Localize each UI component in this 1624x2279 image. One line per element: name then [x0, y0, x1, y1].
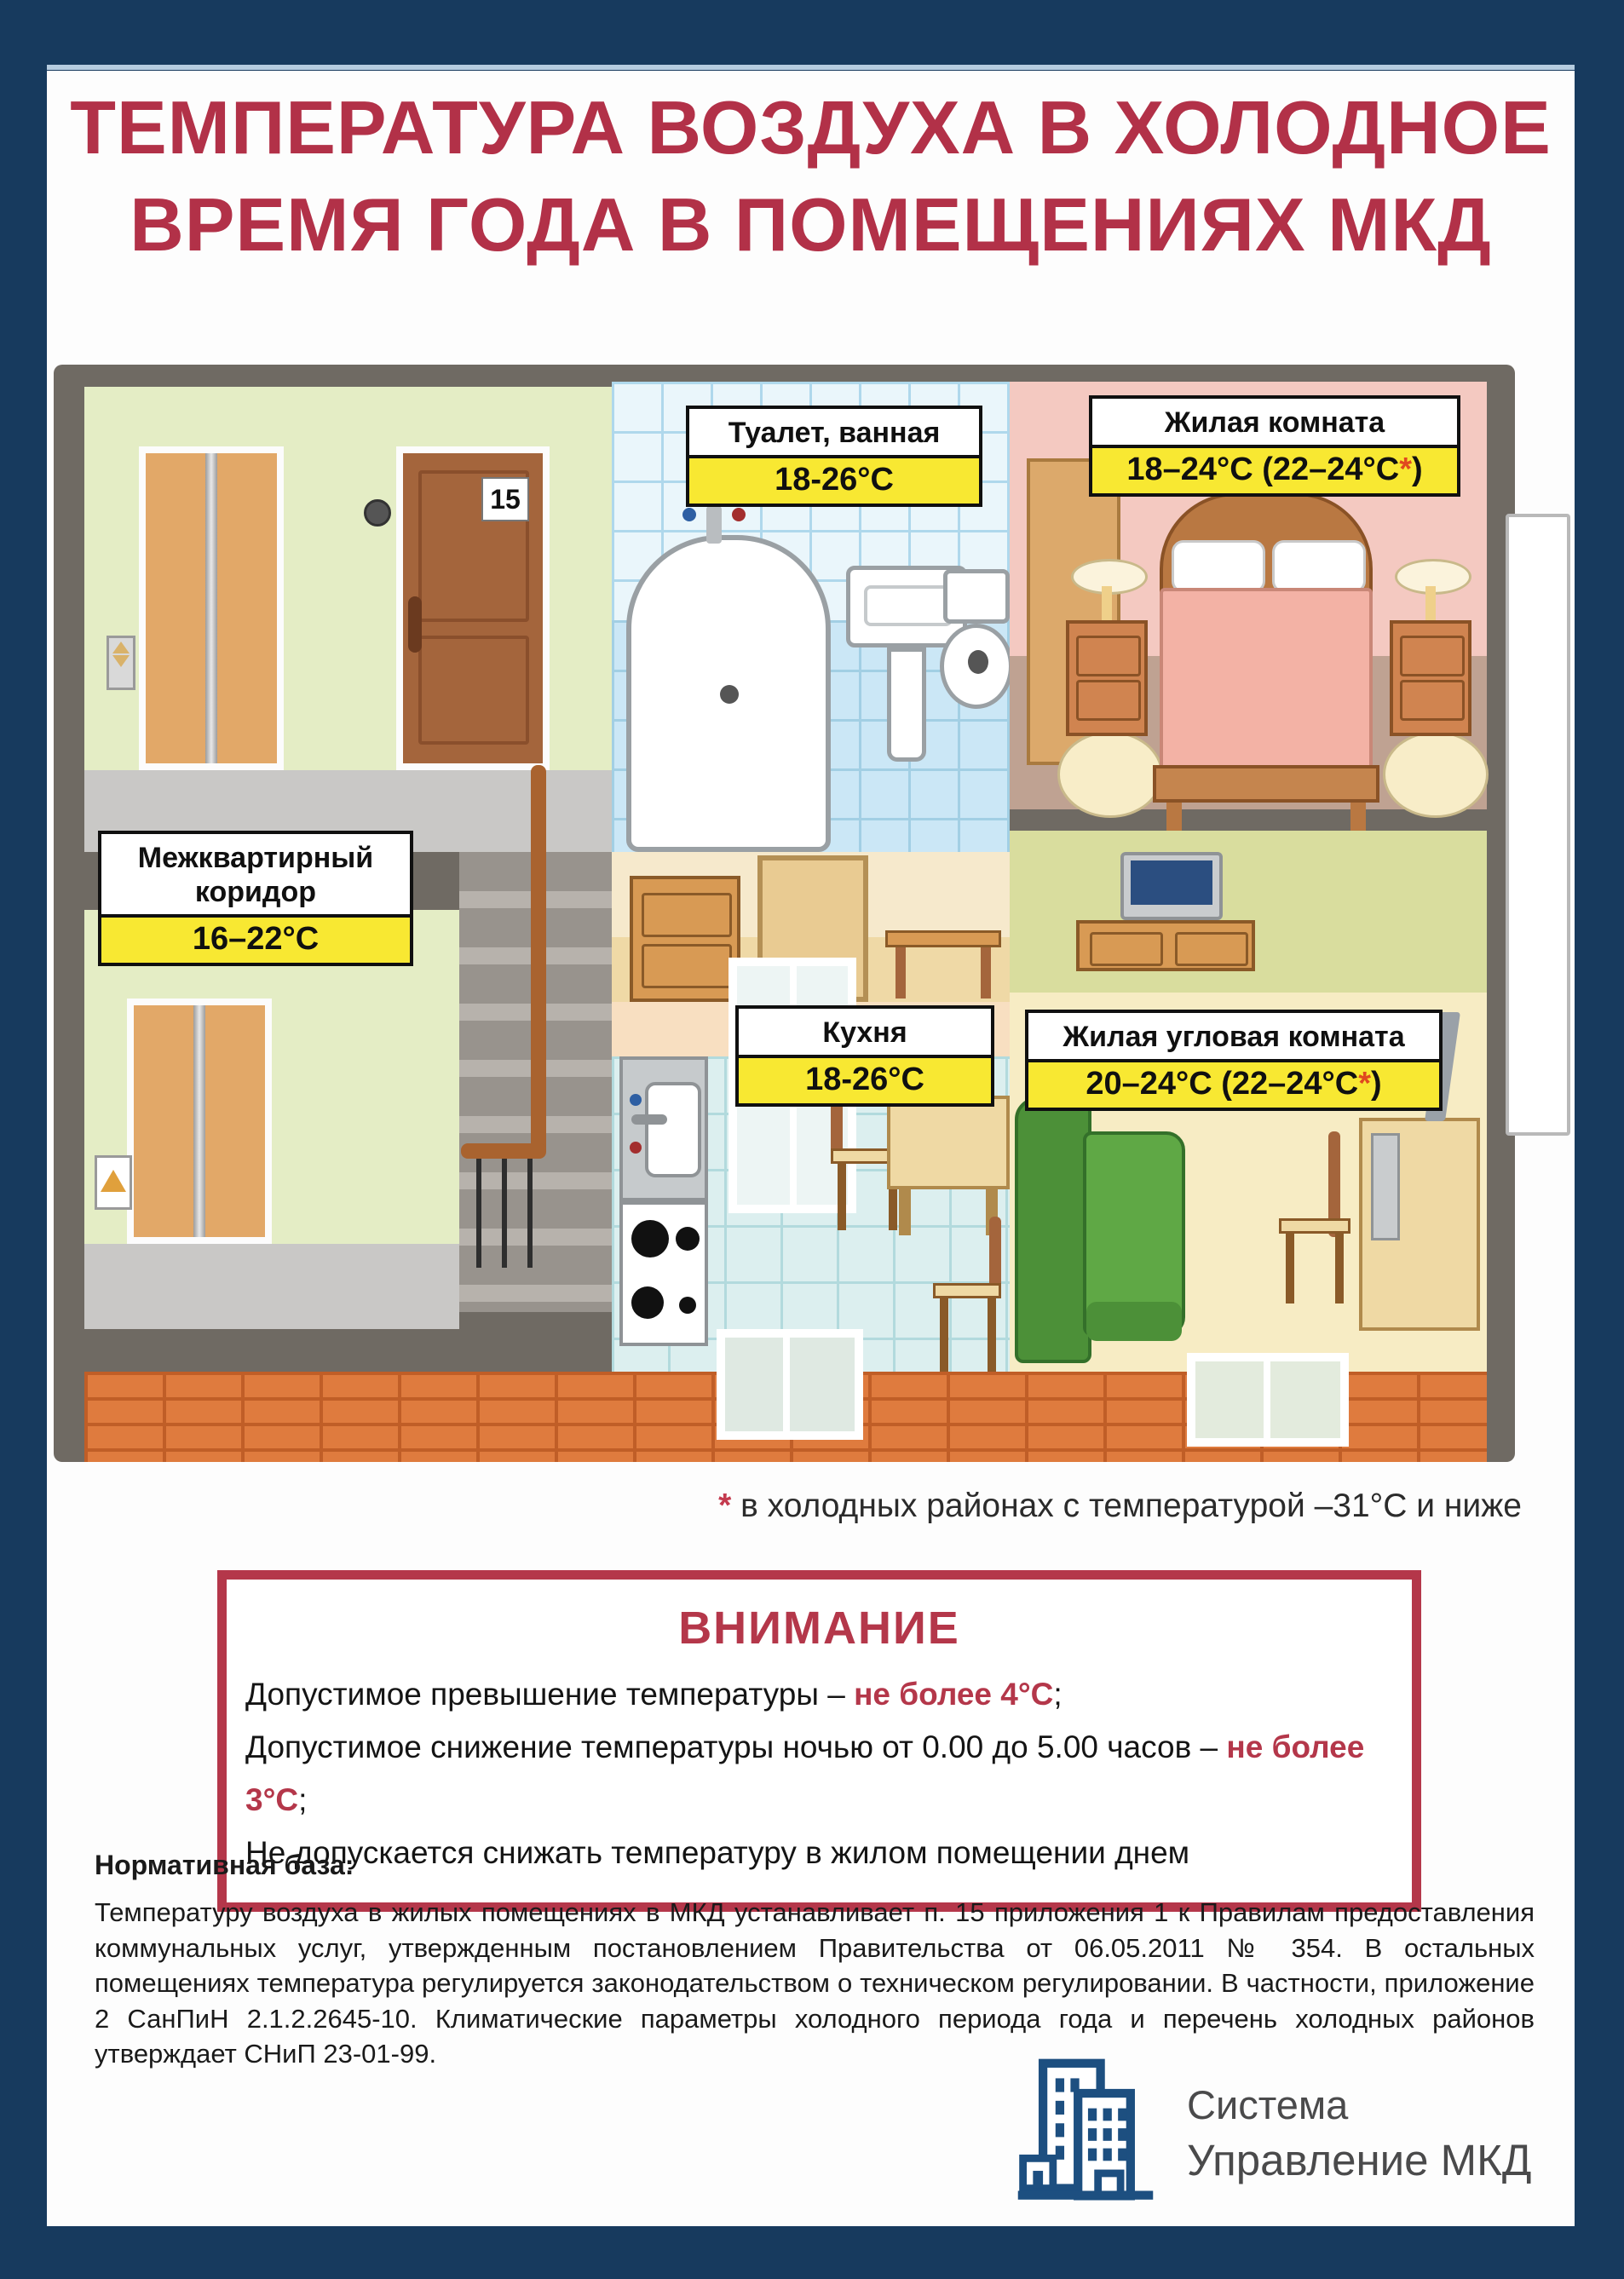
window-mullion — [1264, 1361, 1270, 1438]
kitchen-chair-leg — [838, 1164, 846, 1230]
normative-body: Температуру воздуха в жилых помещениях в МКД устанавливает п. 15 приложения 1 к Правилам предоставления коммунальных услуг, утвержденным постановлением Правительства от 06.05.2011 № 354. В остальных помещениях температура регулируется законодательством о техническом регулировании. В частности, приложение 2 СанПиН 2.1.2.2645-10. Климатические параметры холодного периода года и перечень холодных районов утверждает СНиП 23-01-99. — [95, 1897, 1535, 2069]
bath-tap-cold — [682, 508, 696, 521]
lamp-stem — [1102, 586, 1112, 620]
bath-tap-hot — [732, 508, 746, 521]
bench-leg — [981, 947, 991, 999]
drawer — [1400, 680, 1465, 721]
elevator-door-gap — [205, 453, 217, 763]
warning-line — [245, 1668, 1390, 1721]
room-label-bathroom — [686, 406, 982, 507]
facade-window — [1506, 514, 1570, 1136]
bedroom-rug — [1383, 731, 1489, 818]
footnote-text: в холодных районах с температурой –31°С и ниже — [731, 1488, 1522, 1524]
kitchen-chair2-seat — [933, 1283, 1001, 1298]
kitchen-tap-cold — [630, 1094, 642, 1106]
drawer — [1076, 636, 1141, 676]
bedroom-rug — [1057, 731, 1163, 818]
elevator-lower — [127, 999, 272, 1244]
stair-baluster-1 — [476, 1157, 481, 1268]
tv-stand — [1076, 920, 1255, 971]
kitchen-chair2-leg — [988, 1298, 996, 1372]
room-name: Жилая угловая комната — [1063, 1021, 1405, 1053]
drawer — [1076, 680, 1141, 721]
warning-line-highlight: не более 4°С — [854, 1677, 1054, 1712]
stair-baluster-2 — [502, 1157, 507, 1268]
down-arrow-icon — [112, 655, 130, 667]
buildings-icon — [1010, 2056, 1161, 2211]
corner-chair-leg — [1286, 1234, 1294, 1304]
elevator-door-gap — [193, 1005, 205, 1237]
door-number: 15 — [490, 484, 521, 515]
burner — [631, 1286, 664, 1319]
nightstand-left — [1066, 620, 1148, 736]
room-label-living-room — [1089, 395, 1460, 497]
kitchen-window-lower — [717, 1329, 863, 1440]
warning-line-highlight: не более 3°С — [245, 1729, 1365, 1818]
logo-line-2: Управление МКД — [1187, 2136, 1532, 2184]
room-label-corridor — [98, 831, 413, 966]
kitchen-faucet-icon — [631, 1114, 667, 1125]
toilet-tank — [943, 569, 1010, 624]
burner — [679, 1297, 696, 1314]
drawer — [1400, 636, 1465, 676]
elevator-call-panel — [107, 636, 135, 690]
room-name: Туалет, ванная — [728, 417, 941, 449]
room-temp: 18–24°С (22–24°С*) — [1092, 445, 1457, 493]
stair-handrail-vertical — [531, 765, 546, 1157]
drawer — [1175, 932, 1248, 966]
corner-chair-leg — [1335, 1234, 1344, 1304]
bath-faucet-icon — [706, 506, 722, 544]
apartment-cross-section — [54, 365, 1515, 1462]
warning-line — [245, 1721, 1390, 1827]
normative-heading: Нормативная база: — [95, 1850, 354, 1880]
stair-baluster-3 — [527, 1157, 533, 1268]
desk-panel — [1371, 1133, 1400, 1240]
sofa-cushion — [1086, 1302, 1182, 1341]
toilet-bowl — [940, 624, 1013, 709]
title-line-1: ТЕМПЕРАТУРА ВОЗДУХА В ХОЛОДНОЕ — [70, 85, 1552, 170]
burner — [676, 1227, 700, 1251]
kitchen-sink-bowl — [645, 1082, 701, 1177]
hallway-nightstand — [630, 876, 740, 1002]
asterisk: * — [1358, 1066, 1371, 1102]
sink-bowl-line — [864, 585, 953, 626]
bed — [1153, 492, 1379, 833]
table-top — [887, 1096, 1010, 1189]
title-line-2: ВРЕМЯ ГОДА В ПОМЕЩЕНИЯХ МКД — [130, 182, 1492, 268]
kitchen-chair2-leg — [940, 1298, 948, 1372]
logo — [1010, 2056, 1531, 2211]
warning-line-text: Допустимое превышение температуры – — [245, 1677, 855, 1712]
warning-line-suffix: ; — [298, 1782, 308, 1818]
normative-section — [95, 1850, 1535, 2072]
bench-seat — [885, 930, 1001, 947]
room-temp: 18-26°С — [689, 455, 979, 504]
bathtub — [626, 535, 831, 852]
room-name: Межквартирный коридор — [137, 842, 374, 909]
drawer — [642, 944, 732, 988]
poster-title — [47, 79, 1575, 274]
room-temp: 16–22°С — [101, 914, 410, 963]
drawer — [642, 893, 732, 937]
door-number-plate — [481, 477, 529, 521]
door-handle-icon — [408, 596, 422, 653]
asterisk: * — [1399, 452, 1412, 488]
door-panel-bottom — [418, 636, 529, 745]
bed-leg — [1166, 803, 1182, 833]
bed-pillow — [1172, 540, 1265, 593]
stove — [619, 1201, 708, 1346]
sofa — [1015, 1097, 1185, 1363]
lamp-stem — [1425, 586, 1436, 620]
warning-title: ВНИМАНИЕ — [678, 1603, 960, 1654]
kitchen-table — [887, 1096, 1010, 1235]
staircase — [459, 852, 633, 1312]
window-mullion — [783, 1338, 790, 1431]
stair-handrail-horizontal — [461, 1143, 546, 1159]
room-name: Кухня — [822, 1016, 907, 1049]
poster-page — [47, 71, 1575, 2226]
hallway-bench — [885, 930, 1001, 1002]
logo-text — [1187, 2081, 1531, 2185]
warning-line-text: Не допускается снижать температуру в жилом помещении днем — [245, 1835, 1190, 1871]
warning-lines — [245, 1668, 1390, 1880]
apartment-door — [396, 446, 550, 770]
corner-window — [1187, 1353, 1349, 1447]
corner-chair-seat — [1279, 1218, 1350, 1234]
bed-pillow — [1272, 540, 1366, 593]
drawer — [1090, 932, 1163, 966]
bench-leg — [896, 947, 906, 999]
peephole-icon — [364, 499, 391, 527]
nightstand-right — [1390, 620, 1471, 736]
footnote — [718, 1488, 1522, 1525]
room-label-corner-room — [1025, 1010, 1443, 1111]
room-temp: 20–24°С (22–24°С*) — [1028, 1059, 1439, 1108]
kitchen-sink-unit — [619, 1056, 708, 1201]
bed-leg — [1350, 803, 1366, 833]
hazard-sign — [95, 1155, 132, 1210]
room-name: Жилая комната — [1164, 406, 1385, 439]
burner — [631, 1220, 669, 1257]
sofa-back — [1015, 1097, 1091, 1363]
room-temp: 18-26°С — [739, 1055, 991, 1103]
hazard-triangle-icon — [101, 1170, 126, 1192]
warning-line-text: Допустимое снижение температуры ночью от 0.00 до 5.00 часов – — [245, 1729, 1227, 1765]
room-label-kitchen — [735, 1005, 994, 1107]
footnote-asterisk: * — [718, 1488, 732, 1524]
frame-accent-line — [47, 65, 1575, 70]
warning-line-suffix: ; — [1053, 1677, 1063, 1712]
toilet-seat-dot — [968, 650, 988, 674]
tv — [1120, 852, 1223, 920]
lamp-right — [1405, 559, 1456, 620]
lamp-left — [1081, 559, 1132, 620]
table-leg — [899, 1189, 911, 1235]
sink-pedestal — [887, 647, 926, 762]
desk — [1359, 1118, 1480, 1331]
bathtub-drain — [720, 685, 739, 704]
tv-screen — [1131, 860, 1212, 905]
kitchen-tap-hot — [630, 1142, 642, 1154]
bed-footboard — [1153, 765, 1379, 803]
elevator-upper — [139, 446, 284, 770]
logo-line-1: Система — [1187, 2082, 1349, 2127]
corridor-lower-floor — [84, 1244, 459, 1329]
up-arrow-icon — [112, 642, 130, 653]
